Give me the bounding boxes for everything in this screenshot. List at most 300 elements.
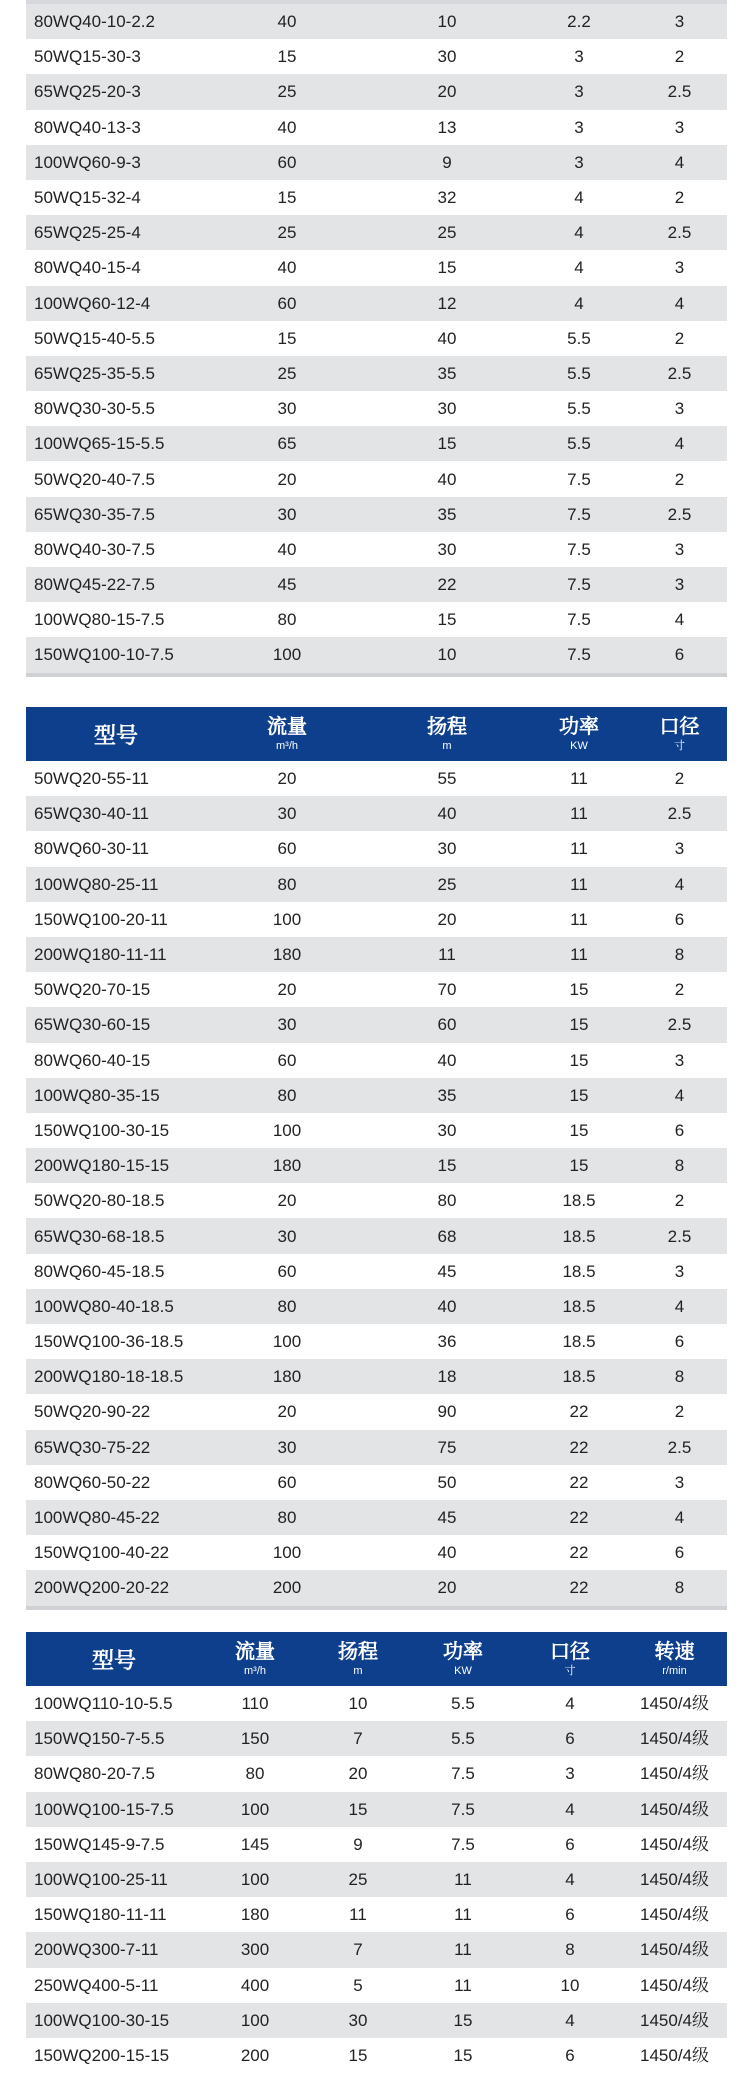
table-row: [26, 1183, 727, 1218]
model-cell: 65WQ30-60-15: [34, 1016, 151, 1034]
value-cell: 75: [437, 1438, 457, 1456]
value-cell: 1450/4级: [640, 1941, 709, 1959]
table-row: [26, 1359, 727, 1394]
model-cell: 80WQ45-22-7.5: [34, 576, 155, 594]
table-bottom-rule: [26, 1606, 727, 1610]
value-cell: 2.2: [567, 13, 591, 31]
model-cell: 150WQ100-36-18.5: [34, 1333, 184, 1351]
value-cell: 2.5: [667, 505, 692, 523]
value-cell: 2.5: [667, 1016, 692, 1034]
header-diameter: 口径 寸: [659, 716, 700, 752]
value-cell: 180: [240, 1906, 270, 1924]
value-cell: 9: [353, 1835, 363, 1853]
value-cell: 60: [277, 294, 297, 312]
value-cell: 22: [569, 1403, 589, 1421]
value-cell: 2.5: [667, 805, 692, 823]
value-cell: 1450/4级: [640, 1976, 709, 1994]
value-cell: 145: [240, 1835, 270, 1853]
value-cell: 4: [674, 611, 685, 629]
model-cell: 80WQ80-20-7.5: [34, 1765, 155, 1783]
header-diameter: 口径 寸: [550, 1641, 590, 1677]
value-cell: 15: [453, 2046, 473, 2064]
value-cell: 6: [565, 2046, 575, 2064]
model-cell: 200WQ300-7-11: [34, 1941, 159, 1959]
model-cell: 100WQ100-25-11: [34, 1871, 168, 1889]
table-row: [26, 1721, 727, 1756]
table-row: [26, 250, 727, 285]
value-cell: 35: [437, 1086, 457, 1104]
value-cell: 45: [277, 576, 297, 594]
value-cell: 2: [674, 329, 685, 347]
table-row: [26, 1535, 727, 1570]
value-cell: 4: [565, 1800, 575, 1818]
value-cell: 180: [272, 946, 302, 964]
table-row: [26, 602, 727, 637]
value-cell: 40: [277, 540, 297, 558]
value-cell: 22: [569, 1579, 589, 1597]
model-cell: 200WQ180-18-18.5: [34, 1368, 184, 1386]
value-cell: 20: [437, 83, 457, 101]
table-row: [26, 1686, 727, 1721]
value-cell: 4: [574, 189, 584, 207]
value-cell: 11: [570, 946, 588, 964]
header-speed: 转速 r/min: [654, 1641, 695, 1677]
table-row: [26, 831, 727, 866]
header-head: 扬程 m: [427, 716, 467, 752]
table-row: [26, 215, 727, 250]
value-cell: 4: [565, 1695, 575, 1713]
table-row: [26, 2038, 727, 2073]
table-row: [26, 4, 727, 39]
model-cell: 150WQ100-20-11: [34, 910, 168, 928]
value-cell: 6: [674, 1121, 685, 1139]
model-cell: 65WQ30-35-7.5: [34, 505, 155, 523]
value-cell: 11: [570, 910, 588, 928]
table-row: [26, 902, 727, 937]
model-cell: 150WQ100-10-7.5: [34, 646, 174, 664]
table-row: [26, 761, 727, 796]
value-cell: 15: [437, 435, 457, 453]
model-cell: 65WQ30-68-18.5: [34, 1227, 165, 1245]
model-cell: 80WQ40-10-2.2: [34, 13, 155, 31]
model-cell: 100WQ80-35-15: [34, 1086, 160, 1104]
value-cell: 1450/4级: [640, 1800, 709, 1818]
value-cell: 8: [674, 1157, 685, 1175]
value-cell: 15: [569, 1157, 589, 1175]
value-cell: 40: [437, 329, 457, 347]
value-cell: 7.5: [567, 646, 591, 664]
value-cell: 9: [442, 153, 452, 171]
table-row: [26, 1254, 727, 1289]
table-row: [26, 937, 727, 972]
spec-table-3: [26, 1632, 727, 2073]
table-row: [26, 1078, 727, 1113]
value-cell: 50: [437, 1473, 457, 1491]
value-cell: 100: [272, 1121, 302, 1139]
value-cell: 100: [240, 2011, 270, 2029]
value-cell: 4: [565, 2011, 575, 2029]
value-cell: 22: [569, 1544, 589, 1562]
value-cell: 45: [437, 1509, 457, 1527]
value-cell: 80: [277, 1509, 297, 1527]
model-cell: 100WQ80-15-7.5: [34, 611, 165, 629]
value-cell: 80: [277, 611, 297, 629]
table-row: [26, 180, 727, 215]
value-cell: 4: [574, 294, 584, 312]
value-cell: 11: [570, 805, 588, 823]
table-row: [26, 39, 727, 74]
value-cell: 2.5: [667, 364, 692, 382]
value-cell: 30: [437, 840, 457, 858]
model-cell: 50WQ15-40-5.5: [34, 329, 155, 347]
value-cell: 60: [277, 840, 297, 858]
value-cell: 3: [674, 540, 685, 558]
value-cell: 30: [437, 48, 457, 66]
model-cell: 200WQ200-20-22: [34, 1579, 170, 1597]
value-cell: 30: [277, 805, 297, 823]
value-cell: 1450/4级: [640, 1906, 709, 1924]
value-cell: 3: [574, 83, 584, 101]
value-cell: 65: [277, 435, 297, 453]
value-cell: 40: [277, 118, 297, 136]
value-cell: 6: [674, 1333, 685, 1351]
model-cell: 100WQ60-12-4: [34, 294, 151, 312]
value-cell: 15: [277, 329, 297, 347]
value-cell: 30: [437, 400, 457, 418]
model-cell: 80WQ60-40-15: [34, 1051, 151, 1069]
value-cell: 22: [569, 1473, 589, 1491]
table-3-body: [26, 1686, 727, 2073]
model-cell: 65WQ25-35-5.5: [34, 364, 155, 382]
value-cell: 20: [277, 1192, 297, 1210]
value-cell: 5.5: [567, 435, 591, 453]
value-cell: 6: [674, 646, 685, 664]
table-row: [26, 567, 727, 602]
value-cell: 4: [674, 1297, 685, 1315]
value-cell: 7.5: [567, 540, 591, 558]
value-cell: 36: [437, 1333, 457, 1351]
value-cell: 18.5: [562, 1297, 596, 1315]
header-flow: 流量 m³/h: [235, 1641, 275, 1677]
model-cell: 65WQ25-20-3: [34, 83, 141, 101]
header-model: 型号: [93, 722, 138, 748]
value-cell: 3: [674, 1473, 685, 1491]
value-cell: 6: [674, 910, 685, 928]
value-cell: 11: [570, 770, 588, 788]
value-cell: 60: [277, 1473, 297, 1491]
value-cell: 6: [674, 1544, 685, 1562]
model-cell: 100WQ80-40-18.5: [34, 1297, 174, 1315]
value-cell: 4: [565, 1871, 575, 1889]
table-row: [26, 972, 727, 1007]
value-cell: 1450/4级: [640, 1730, 709, 1748]
value-cell: 6: [565, 1906, 575, 1924]
value-cell: 40: [437, 1297, 457, 1315]
value-cell: 60: [277, 1262, 297, 1280]
value-cell: 20: [437, 1579, 457, 1597]
value-cell: 100: [272, 646, 302, 664]
value-cell: 2: [674, 770, 685, 788]
value-cell: 15: [437, 611, 457, 629]
model-cell: 150WQ200-15-15: [34, 2046, 170, 2064]
value-cell: 3: [674, 1051, 685, 1069]
table-row: [26, 1430, 727, 1465]
value-cell: 11: [438, 946, 456, 964]
value-cell: 30: [277, 1438, 297, 1456]
value-cell: 22: [437, 576, 457, 594]
table-row: [26, 1827, 727, 1862]
value-cell: 30: [348, 2011, 368, 2029]
table-row: [26, 1500, 727, 1535]
value-cell: 10: [560, 1976, 580, 1994]
value-cell: 2.5: [667, 1227, 692, 1245]
model-cell: 100WQ80-45-22: [34, 1509, 160, 1527]
value-cell: 35: [437, 505, 457, 523]
value-cell: 40: [437, 470, 457, 488]
value-cell: 2.5: [667, 224, 692, 242]
table-row: [26, 2003, 727, 2038]
value-cell: 20: [437, 910, 457, 928]
table-row: [26, 1148, 727, 1183]
value-cell: 20: [277, 770, 297, 788]
table-row: [26, 1968, 727, 2003]
value-cell: 5: [353, 1976, 363, 1994]
value-cell: 18.5: [562, 1368, 596, 1386]
value-cell: 13: [437, 118, 457, 136]
value-cell: 2.5: [667, 1438, 692, 1456]
table-row: [26, 110, 727, 145]
value-cell: 4: [674, 875, 685, 893]
spec-table-1: [26, 4, 727, 677]
model-cell: 50WQ20-70-15: [34, 981, 151, 999]
value-cell: 3: [565, 1765, 575, 1783]
value-cell: 1450/4级: [640, 2011, 709, 2029]
value-cell: 12: [437, 294, 457, 312]
value-cell: 2: [674, 1403, 685, 1421]
value-cell: 2: [674, 48, 685, 66]
value-cell: 25: [348, 1871, 368, 1889]
value-cell: 10: [437, 13, 457, 31]
value-cell: 90: [437, 1403, 457, 1421]
value-cell: 110: [241, 1695, 269, 1713]
table-row: [26, 497, 727, 532]
value-cell: 30: [437, 540, 457, 558]
model-cell: 50WQ15-32-4: [34, 189, 141, 207]
table-row: [26, 1792, 727, 1827]
table-row: [26, 1756, 727, 1791]
table-row: [26, 1218, 727, 1253]
value-cell: 7.5: [451, 1835, 475, 1853]
header-model: 型号: [91, 1647, 136, 1673]
value-cell: 20: [277, 1403, 297, 1421]
value-cell: 2: [674, 189, 685, 207]
model-cell: 80WQ60-45-18.5: [34, 1262, 165, 1280]
model-cell: 80WQ40-15-4: [34, 259, 141, 277]
value-cell: 5.5: [567, 329, 591, 347]
value-cell: 7.5: [451, 1765, 475, 1783]
value-cell: 5.5: [451, 1695, 475, 1713]
value-cell: 8: [674, 946, 685, 964]
value-cell: 8: [674, 1579, 685, 1597]
table-row: [26, 1465, 727, 1500]
model-cell: 65WQ30-40-11: [34, 805, 149, 823]
value-cell: 40: [437, 1051, 457, 1069]
value-cell: 45: [437, 1262, 457, 1280]
table-row: [26, 391, 727, 426]
value-cell: 100: [272, 910, 302, 928]
value-cell: 25: [277, 83, 297, 101]
value-cell: 11: [349, 1906, 367, 1924]
value-cell: 25: [277, 224, 297, 242]
value-cell: 180: [272, 1368, 302, 1386]
table-row: [26, 532, 727, 567]
value-cell: 180: [272, 1157, 302, 1175]
value-cell: 60: [437, 1016, 457, 1034]
value-cell: 80: [245, 1765, 265, 1783]
table-row: [26, 1324, 727, 1359]
model-cell: 100WQ80-25-11: [34, 875, 159, 893]
model-cell: 65WQ25-25-4: [34, 224, 141, 242]
value-cell: 15: [569, 1016, 589, 1034]
model-cell: 80WQ40-30-7.5: [34, 540, 155, 558]
value-cell: 80: [437, 1192, 457, 1210]
value-cell: 25: [437, 875, 457, 893]
value-cell: 15: [569, 1121, 589, 1139]
value-cell: 2: [674, 981, 685, 999]
value-cell: 30: [277, 505, 297, 523]
table-3-header: [26, 1632, 727, 1686]
value-cell: 3: [674, 840, 685, 858]
table-row: [26, 1113, 727, 1148]
table-row: [26, 321, 727, 356]
table-row: [26, 145, 727, 180]
value-cell: 15: [569, 981, 589, 999]
value-cell: 15: [437, 1157, 457, 1175]
value-cell: 4: [574, 259, 584, 277]
value-cell: 3: [674, 13, 685, 31]
model-cell: 100WQ65-15-5.5: [34, 435, 165, 453]
value-cell: 80: [277, 875, 297, 893]
table-row: [26, 1570, 727, 1605]
value-cell: 7.5: [567, 505, 591, 523]
value-cell: 15: [277, 48, 297, 66]
value-cell: 30: [437, 1121, 457, 1139]
value-cell: 60: [277, 153, 297, 171]
value-cell: 11: [454, 1906, 472, 1924]
table-row: [26, 1862, 727, 1897]
value-cell: 3: [674, 259, 685, 277]
value-cell: 10: [348, 1695, 368, 1713]
header-head: 扬程 m: [338, 1641, 378, 1677]
value-cell: 60: [277, 1051, 297, 1069]
table-row: [26, 461, 727, 496]
value-cell: 6: [565, 1730, 575, 1748]
value-cell: 4: [674, 1086, 685, 1104]
table-row: [26, 356, 727, 391]
value-cell: 15: [437, 259, 457, 277]
table-bottom-rule: [26, 673, 727, 677]
model-cell: 150WQ145-9-7.5: [34, 1835, 165, 1853]
value-cell: 1450/4级: [640, 2046, 709, 2064]
value-cell: 400: [240, 1976, 270, 1994]
value-cell: 5.5: [567, 364, 591, 382]
value-cell: 22: [569, 1438, 589, 1456]
value-cell: 15: [453, 2011, 473, 2029]
value-cell: 7: [353, 1941, 363, 1959]
value-cell: 6: [565, 1835, 575, 1853]
table-2-header: [26, 707, 727, 761]
value-cell: 68: [437, 1227, 457, 1245]
value-cell: 3: [674, 400, 685, 418]
table-row: [26, 1897, 727, 1932]
model-cell: 200WQ180-11-11: [34, 946, 167, 964]
table-row: [26, 286, 727, 321]
model-cell: 50WQ15-30-3: [34, 48, 141, 66]
value-cell: 22: [569, 1509, 589, 1527]
value-cell: 18.5: [562, 1262, 596, 1280]
value-cell: 4: [574, 224, 584, 242]
value-cell: 3: [674, 118, 685, 136]
model-cell: 50WQ20-80-18.5: [34, 1192, 165, 1210]
value-cell: 30: [277, 1227, 297, 1245]
value-cell: 4: [674, 294, 685, 312]
table-row: [26, 1289, 727, 1324]
value-cell: 8: [674, 1368, 685, 1386]
model-cell: 50WQ20-55-11: [34, 770, 149, 788]
value-cell: 18.5: [562, 1192, 596, 1210]
table-row: [26, 637, 727, 672]
model-cell: 80WQ30-30-5.5: [34, 400, 155, 418]
value-cell: 3: [674, 576, 685, 594]
header-flow: 流量 m³/h: [267, 716, 307, 752]
value-cell: 200: [240, 2046, 270, 2064]
value-cell: 150: [240, 1730, 270, 1748]
model-cell: 80WQ60-30-11: [34, 840, 149, 858]
table-2-body: [26, 761, 727, 1610]
value-cell: 7.5: [451, 1800, 475, 1818]
header-power: 功率 KW: [443, 1641, 483, 1677]
spec-table-2: [26, 707, 727, 1610]
table-row: [26, 1932, 727, 1967]
value-cell: 55: [437, 770, 457, 788]
model-cell: 100WQ60-9-3: [34, 153, 141, 171]
model-cell: 150WQ180-11-11: [34, 1906, 167, 1924]
value-cell: 30: [277, 400, 297, 418]
table-row: [26, 1043, 727, 1078]
model-cell: 150WQ100-30-15: [34, 1121, 170, 1139]
value-cell: 7.5: [567, 576, 591, 594]
model-cell: 200WQ180-15-15: [34, 1157, 170, 1175]
value-cell: 20: [277, 981, 297, 999]
value-cell: 11: [454, 1941, 472, 1959]
value-cell: 11: [454, 1976, 472, 1994]
value-cell: 1450/4级: [640, 1835, 709, 1853]
value-cell: 3: [674, 1262, 685, 1280]
value-cell: 20: [277, 470, 297, 488]
value-cell: 80: [277, 1297, 297, 1315]
model-cell: 80WQ60-50-22: [34, 1473, 151, 1491]
value-cell: 15: [569, 1086, 589, 1104]
value-cell: 4: [674, 153, 685, 171]
table-row: [26, 796, 727, 831]
value-cell: 7: [353, 1730, 363, 1748]
value-cell: 5.5: [567, 400, 591, 418]
value-cell: 8: [565, 1941, 575, 1959]
value-cell: 32: [437, 189, 457, 207]
value-cell: 2.5: [667, 83, 692, 101]
value-cell: 100: [272, 1333, 302, 1351]
table-row: [26, 74, 727, 109]
